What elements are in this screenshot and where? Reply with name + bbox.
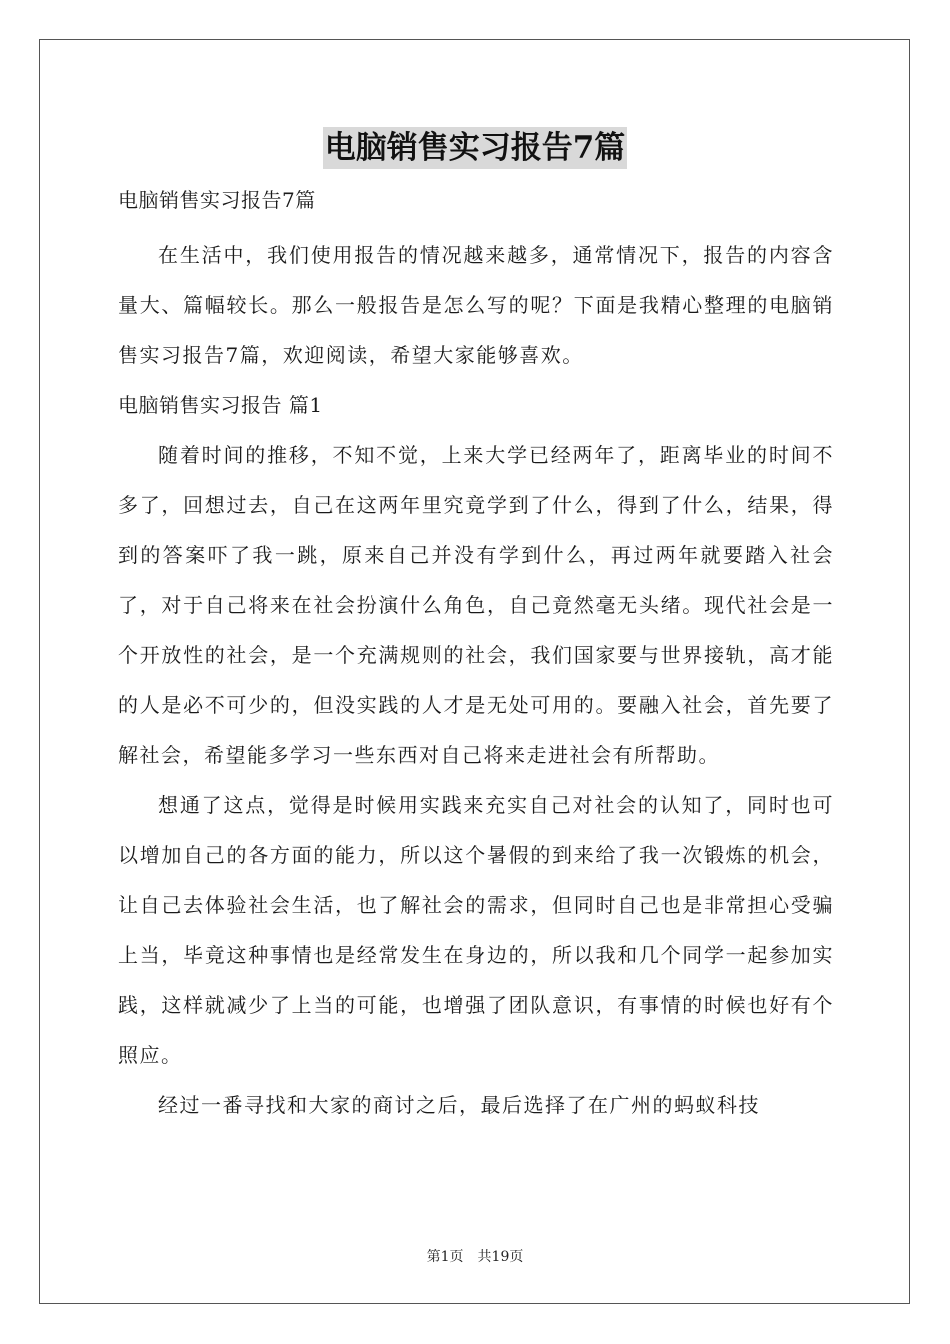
- intro-paragraph: 在生活中，我们使用报告的情况越来越多，通常情况下，报告的内容含量大、篇幅较长。那么一般报告是怎么写的呢？下面是我精心整理的电脑销售实习报告7篇，欢迎阅读，希望大家能够喜欢。: [118, 243, 834, 367]
- document-title: 电脑销售实习报告7篇: [323, 127, 628, 169]
- body-paragraph-2: 想通了这点，觉得是时候用实践来充实自己对社会的认知了，同时也可以增加自己的各方面的能力，所以这个暑假的到来给了我一次锻炼的机会，让自己去体验社会生活，也了解社会的需求，但同时自己也是非常担心受骗上当，毕竟这种事情也是经常发生在身边的，所以我和几个同学一起参加实践，这样就减少了上当的可能，也增强了团队意识，有事情的时候也好有个照应。: [118, 793, 834, 1067]
- page-number-label: 第1页 共19页: [426, 1249, 524, 1265]
- document-subtitle: 电脑销售实习报告7篇: [118, 188, 316, 212]
- section-heading: 电脑销售实习报告 篇1: [118, 393, 323, 417]
- document-body: [118, 180, 834, 1130]
- body-paragraph-1: 随着时间的推移，不知不觉，上来大学已经两年了，距离毕业的时间不多了，回想过去，自己在这两年里究竟学到了什么，得到了什么，结果，得到的答案吓了我一跳，原来自己并没有学到什么，再过两年就要踏入社会了，对于自己将来在社会扮演什么角色，自己竟然毫无头绪。现代社会是一个开放性的社会，是一个充满规则的社会，我们国家要与世界接轨，高才能的人是必不可少的，但没实践的人才是无处可用的。要融入社会，首先要了解社会，希望能多学习一些东西对自己将来走进社会有所帮助。: [118, 443, 834, 767]
- body-paragraph-3: 经过一番寻找和大家的商讨之后，最后选择了在广州的蚂蚁科技: [158, 1093, 760, 1117]
- title-container: [0, 127, 950, 169]
- page-footer: [0, 1247, 950, 1267]
